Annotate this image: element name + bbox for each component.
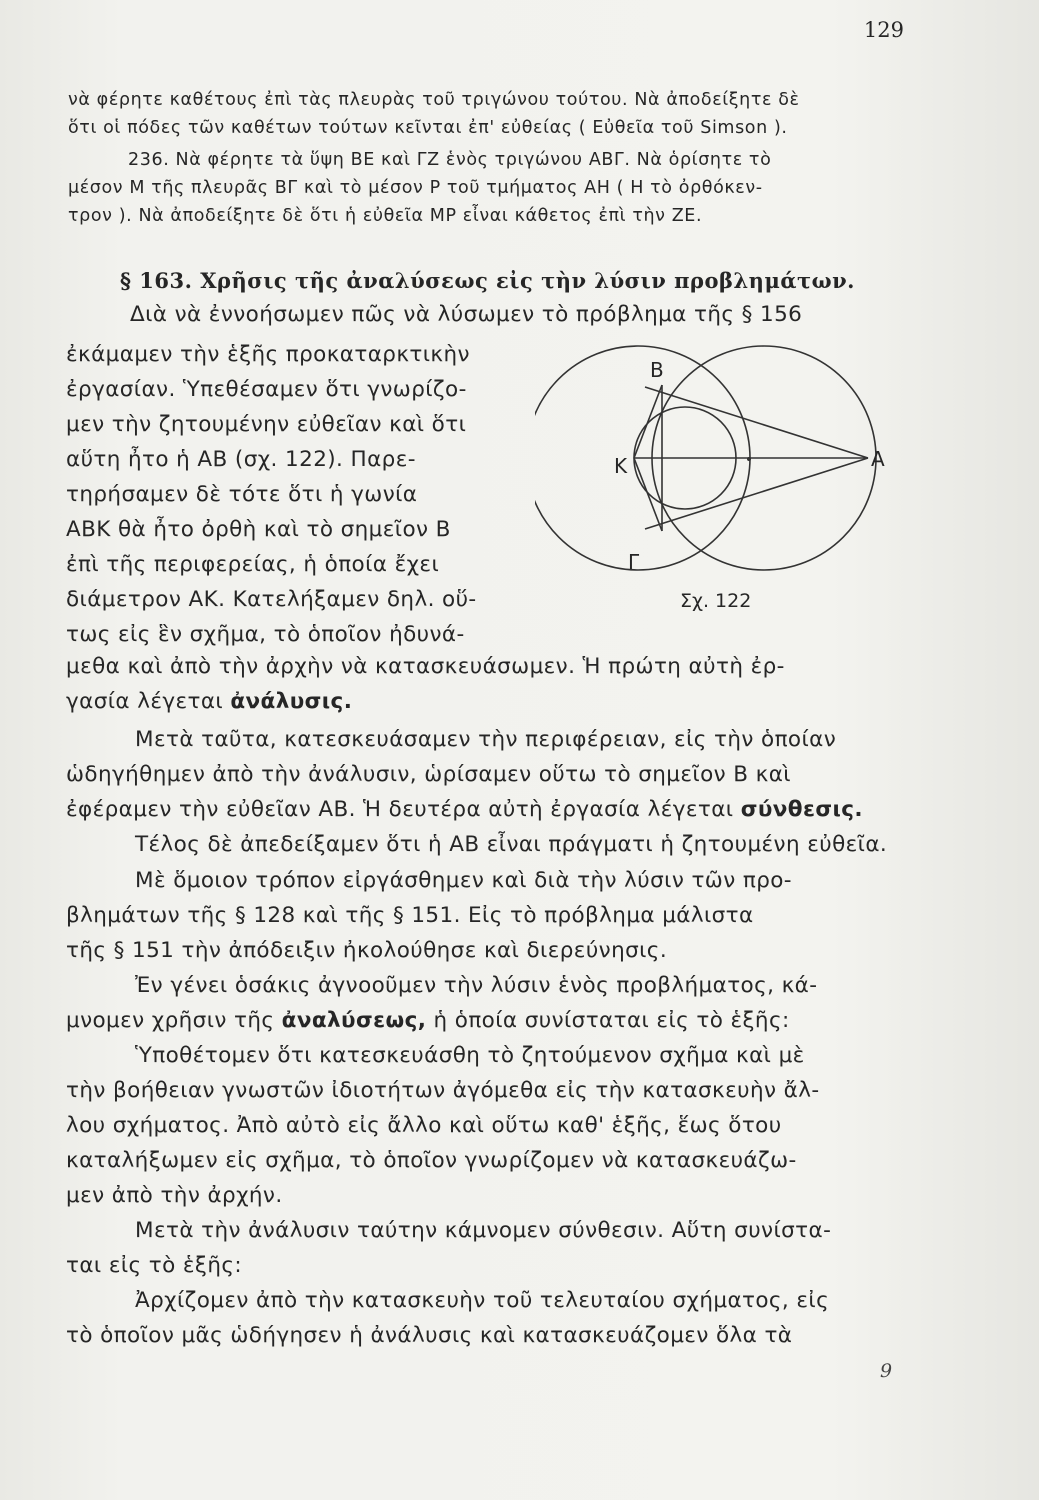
para2-line-1: Μετὰ ταῦτα, κατεσκευάσαμεν τὴν περιφέρειαν, εἰς τὴν ὁποίαν	[135, 727, 837, 752]
figure-122	[535, 345, 895, 625]
center-point	[747, 457, 751, 461]
para6-line-4: καταλήξωμεν εἰς σχῆμα, τὸ ὁποῖον γνωρίζομεν νὰ κατασκευάζω-	[66, 1148, 797, 1173]
para7-line-2: ται εἰς τὸ ἑξῆς:	[66, 1253, 243, 1278]
para5-l2-after: ἡ ὁποία συνίσταται εἰς τὸ ἑξῆς:	[426, 1008, 790, 1033]
para3-line-1: Τέλος δὲ ἀπεδείξαμεν ὅτι ἡ ΑΒ εἶναι πράγματι ἡ ζητουμένη εὐθεῖα.	[135, 832, 888, 857]
para5-l2-before: μνομεν χρῆσιν τῆς	[66, 1008, 282, 1033]
para1-line-10: τως εἰς ἓν σχῆμα, τὸ ὁποῖον ἠδυνά-	[66, 622, 465, 647]
para2-line-3	[66, 795, 863, 825]
section-heading: § 163. Χρῆσις τῆς ἀναλύσεως εἰς τὴν λύσιν προβλημάτων.	[120, 268, 855, 293]
para8-line-1: Ἀρχίζομεν ἀπὸ τὴν κατασκευὴν τοῦ τελευταίου σχήματος, εἰς	[135, 1288, 830, 1313]
para4-line-2: βλημάτων τῆς § 128 καὶ τῆς § 151. Εἰς τὸ πρόβλημα μάλιστα	[66, 903, 754, 928]
page-number: 129	[863, 18, 904, 42]
label-K: Κ	[614, 454, 628, 478]
exercise-236-line-3: τρον ). Νὰ ἀποδείξητε δὲ ὅτι ἡ εὐθεῖα ΜΡ εἶναι κάθετος ἐπὶ τὴν ΖΕ.	[68, 206, 703, 226]
para8-line-2: τὸ ὁποῖον μᾶς ὡδήγησεν ἡ ἀνάλυσις καὶ κατασκευάζομεν ὅλα τὰ	[66, 1323, 793, 1348]
term-synthesis: σύνθεσις.	[740, 797, 863, 822]
para1-line-4: μεν τὴν ζητουμένην εὐθεῖαν καὶ ὅτι	[66, 412, 467, 437]
line-B-A	[645, 387, 868, 458]
para1-line-1: Διὰ νὰ ἐννοήσωμεν πῶς νὰ λύσωμεν τὸ πρόβλημα τῆς § 156	[130, 302, 803, 327]
label-B: Β	[650, 358, 664, 382]
exercise-236-line-1: 236. Νὰ φέρητε τὰ ὕψη ΒΕ καὶ ΓΖ ἑνὸς τριγώνου ΑΒΓ. Νὰ ὁρίσητε τὸ	[128, 150, 772, 170]
para5-line-1: Ἐν γένει ὁσάκις ἀγνοοῦμεν τὴν λύσιν ἑνὸς προβλήματος, κά-	[135, 973, 818, 998]
para6-line-1: Ὑποθέτομεν ὅτι κατεσκευάσθη τὸ ζητούμενον σχῆμα καὶ μὲ	[135, 1043, 805, 1068]
para2-last-text: ἐφέραμεν τὴν εὐθεῖαν ΑΒ. Ἡ δευτέρα αὐτὴ ἐργασία λέγεται	[66, 797, 741, 822]
label-A: Α	[871, 447, 885, 471]
para1-line-7: ΑΒΚ θὰ ἦτο ὀρθὴ καὶ τὸ σημεῖον Β	[66, 517, 451, 542]
para1-line-9: διάμετρον ΑΚ. Κατελήξαμεν δηλ. οὕ-	[66, 587, 477, 612]
para5-line-2	[66, 1006, 790, 1036]
signature-mark: 9	[880, 1360, 893, 1382]
exercise-235-line-2: ὅτι οἱ πόδες τῶν καθέτων τούτων κεῖνται ἐπ' εὐθείας ( Εὐθεῖα τοῦ Simson ).	[68, 118, 788, 138]
para1-line-8: ἐπὶ τῆς περιφερείας, ἡ ὁποία ἔχει	[66, 552, 440, 577]
para6-line-5: μεν ἀπὸ τὴν ἀρχήν.	[66, 1183, 283, 1208]
exercise-235-line-1: νὰ φέρητε καθέτους ἐπὶ τὰς πλευρὰς τοῦ τριγώνου τούτου. Νὰ ἀποδείξητε δὲ	[68, 90, 800, 110]
para1-line-11: μεθα καὶ ἀπὸ τὴν ἀρχὴν νὰ κατασκευάσωμεν. Ἡ πρώτη αὐτὴ ἐρ-	[66, 654, 785, 679]
para1-last-text: γασία λέγεται	[66, 689, 231, 714]
para2-line-2: ὡδηγήθημεν ἀπὸ τὴν ἀνάλυσιν, ὡρίσαμεν οὕτω τὸ σημεῖον Β καὶ	[66, 762, 791, 787]
figure-caption: Σχ. 122	[680, 590, 752, 612]
para4-line-1: Μὲ ὅμοιον τρόπον εἰργάσθημεν καὶ διὰ τὴν λύσιν τῶν προ-	[135, 868, 792, 893]
para1-line-3: ἐργασίαν. Ὑπεθέσαμεν ὅτι γνωρίζο-	[66, 377, 467, 402]
para7-line-1: Μετὰ τὴν ἀνάλυσιν ταύτην κάμνομεν σύνθεσιν. Αὕτη συνίστα-	[135, 1218, 832, 1243]
para1-line-2: ἐκάμαμεν τὴν ἑξῆς προκαταρκτικὴν	[66, 342, 470, 367]
para1-line-5: αὕτη ἦτο ἡ ΑΒ (σχ. 122). Παρε-	[66, 447, 416, 472]
para6-line-2: τὴν βοήθειαν γνωστῶν ἰδιοτήτων ἀγόμεθα εἰς τὴν κατασκευὴν ἄλ-	[66, 1078, 820, 1103]
para1-line-12	[66, 687, 352, 717]
term-analysis-genitive: ἀναλύσεως,	[281, 1008, 427, 1033]
exercise-236-line-2: μέσον Μ τῆς πλευρᾶς ΒΓ καὶ τὸ μέσον Ρ τοῦ τμήματος ΑΗ ( Η τὸ ὀρθόκεν-	[68, 178, 763, 198]
para6-line-3: λου σχήματος. Ἀπὸ αὐτὸ εἰς ἄλλο καὶ οὕτω καθ' ἑξῆς, ἕως ὅτου	[66, 1113, 782, 1138]
line-G-A	[645, 458, 868, 529]
label-G: Γ	[628, 550, 640, 574]
para1-line-6: τηρήσαμεν δὲ τότε ὅτι ἡ γωνία	[66, 482, 418, 507]
para4-line-3: τῆς § 151 τὴν ἀπόδειξιν ἠκολούθησε καὶ διερεύνησις.	[66, 938, 668, 963]
term-analysis: ἀνάλυσις.	[230, 689, 353, 714]
